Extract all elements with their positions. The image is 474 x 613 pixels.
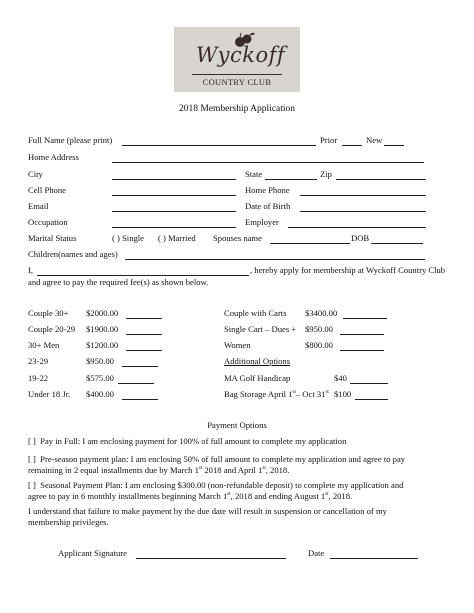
spouses-name-label: Spouses name	[213, 233, 262, 243]
fee-field[interactable]	[126, 318, 162, 319]
state-field[interactable]	[265, 179, 317, 180]
spouses-name-field[interactable]	[270, 243, 350, 244]
logo-divider	[192, 74, 282, 75]
fee-amount: $950.00	[305, 324, 333, 334]
club-logo	[174, 27, 300, 92]
fee-field[interactable]	[340, 350, 384, 351]
fee-label: MA Golf Handicap	[224, 373, 291, 383]
cell-phone-field[interactable]	[112, 195, 236, 196]
city-label: City	[28, 169, 43, 179]
fee-field[interactable]	[122, 366, 158, 367]
signature-date-field[interactable]	[330, 558, 418, 559]
fee-field[interactable]	[126, 350, 162, 351]
fee-field[interactable]	[350, 383, 388, 384]
spouse-dob-label: DOB	[351, 233, 370, 243]
fee-field[interactable]	[118, 383, 154, 384]
cell-phone-label: Cell Phone	[28, 185, 66, 195]
applicant-name-field[interactable]	[37, 275, 249, 276]
fee-label: Single Cart – Dues +	[224, 324, 297, 334]
home-phone-label: Home Phone	[245, 185, 290, 195]
applicant-signature-label: Applicant Signature	[58, 548, 127, 558]
fee-amount: $40	[334, 373, 347, 383]
logo-name: Wyckoff	[196, 43, 286, 67]
employer-field[interactable]	[288, 227, 426, 228]
fee-label: 30+ Men	[28, 340, 60, 350]
date-of-birth-field[interactable]	[300, 211, 426, 212]
marital-status-label: Marital Status	[28, 233, 77, 243]
signature-date-label: Date	[308, 548, 325, 558]
fee-amount: $3400.00	[305, 308, 338, 318]
full-name-label: Full Name (please print)	[28, 135, 113, 145]
fee-amount: $2000.00	[86, 308, 119, 318]
home-phone-field[interactable]	[300, 195, 426, 196]
fee-label: Women	[224, 340, 251, 350]
additional-options-heading: Additional Options	[224, 356, 291, 366]
full-name-field[interactable]	[122, 145, 316, 146]
fee-label: Couple 20-29	[28, 324, 76, 334]
fee-label: Under 18 Jr.	[28, 389, 71, 399]
fee-field[interactable]	[126, 334, 162, 335]
new-field[interactable]	[384, 145, 404, 146]
pay-in-full-checkbox[interactable]: [ ]	[28, 436, 36, 446]
fee-amount: $800.00	[305, 340, 333, 350]
preseason-checkbox[interactable]: [ ]	[28, 454, 36, 464]
email-field[interactable]	[112, 211, 236, 212]
city-field[interactable]	[112, 179, 236, 180]
occupation-field[interactable]	[112, 227, 236, 228]
married-checkbox[interactable]: ( ) Married	[158, 233, 196, 243]
seasonal-option: [ ] Seasonal Payment Plan: I am enclosing $300.00 (non-refundable deposit) to complete my application and agree to pay in 6 monthly installments beginning March 1st, 2018 and ending August 1st, 2018.	[28, 480, 404, 502]
zip-label: Zip	[320, 169, 332, 179]
spouse-dob-field[interactable]	[371, 243, 423, 244]
fee-field[interactable]	[340, 334, 384, 335]
pay-in-full-text: Pay in Full: I am enclosing payment for 100% of full amount to complete my application	[40, 436, 347, 446]
logo-subtitle: COUNTRY CLUB	[202, 77, 272, 87]
seasonal-checkbox[interactable]: [ ]	[28, 480, 36, 490]
zip-field[interactable]	[336, 179, 426, 180]
agree-text: and agree to pay the required fee(s) as shown below.	[28, 277, 209, 287]
understand-statement: I understand that failure to make payment by the due date will result in suspension or cancellation of my membership privileges.	[28, 506, 387, 528]
fee-amount: $100	[334, 389, 352, 399]
state-label: State	[245, 169, 263, 179]
occupation-label: Occupation	[28, 217, 68, 227]
prior-field[interactable]	[342, 145, 362, 146]
new-label: New	[366, 135, 383, 145]
fee-amount: $1900.00	[86, 324, 119, 334]
date-of-birth-label: Date of Birth	[245, 201, 291, 211]
fee-label: Couple with Carts	[224, 308, 287, 318]
fee-amount: $950.00	[86, 356, 114, 366]
i-label: I,	[28, 265, 34, 275]
fee-field[interactable]	[343, 318, 387, 319]
children-label: Children(names and ages)	[28, 249, 118, 259]
fee-label: 23-29	[28, 356, 49, 366]
preseason-option: [ ] Pre-season payment plan: I am enclosing 50% of full amount to complete my application and agree to pay remaining in 2 equal installments due by March 1st 2018 and April 1st, 2018.	[28, 454, 406, 476]
page-title: 2018 Membership Application	[178, 104, 296, 114]
prior-label: Prior	[320, 135, 338, 145]
fee-amount: $1200.00	[86, 340, 119, 350]
fee-label: Couple 30+	[28, 308, 69, 318]
applicant-signature-field[interactable]	[136, 558, 286, 559]
fee-amount: $575.00	[86, 373, 114, 383]
children-field[interactable]	[125, 259, 425, 260]
fee-field[interactable]	[355, 399, 388, 400]
fee-label: Bag Storage April 1st– Oct 31st	[224, 389, 329, 399]
employer-label: Employer	[245, 217, 279, 227]
email-label: Email	[28, 201, 49, 211]
payment-options-heading: Payment Options	[207, 420, 267, 430]
home-address-field[interactable]	[112, 162, 424, 163]
single-checkbox[interactable]: ( ) Single	[112, 233, 144, 243]
pay-in-full-option	[28, 436, 448, 447]
fee-label: 19-22	[28, 373, 49, 383]
apply-text: , hereby apply for membership at Wyckoff Country Club	[250, 265, 446, 275]
fee-amount: $400.00	[86, 389, 114, 399]
home-address-label: Home Address	[28, 152, 79, 162]
fee-field[interactable]	[122, 399, 158, 400]
